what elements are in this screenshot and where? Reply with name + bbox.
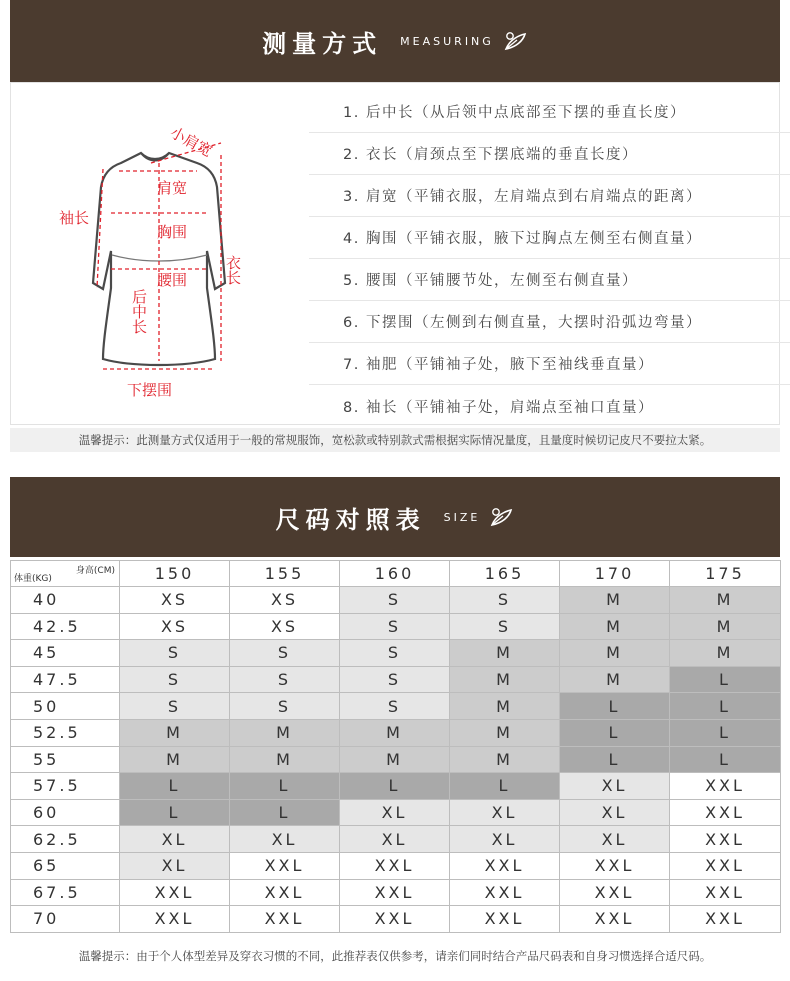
- list-item: 1. 后中长（从后领中点底部至下摆的垂直长度）: [309, 91, 790, 133]
- size-cell: M: [560, 613, 670, 640]
- measuring-panel: [10, 82, 780, 425]
- garment-diagram: [11, 83, 297, 426]
- size-note: 温馨提示：由于个人体型差异及穿衣习惯的不同，此推荐表仅供参考，请亲们同时结合产品尺码表和自身习惯选择合适尺码。: [78, 949, 712, 963]
- size-cell: L: [120, 799, 230, 826]
- height-header: 165: [450, 561, 560, 587]
- size-cell: S: [120, 666, 230, 693]
- size-cell: XL: [230, 826, 340, 853]
- size-cell: L: [450, 773, 560, 800]
- size-cell: S: [230, 693, 340, 720]
- size-cell: M: [560, 587, 670, 614]
- label-sleeve: 袖长: [59, 209, 90, 227]
- label-chest: 胸围: [157, 223, 188, 241]
- size-cell: M: [450, 666, 560, 693]
- weight-cell: 62.5: [11, 826, 120, 853]
- size-cell: XXL: [670, 906, 781, 933]
- list-item: 5. 腰围（平铺腰节处，左侧至右侧直量）: [309, 259, 790, 301]
- table-row: [11, 613, 781, 640]
- size-banner: [10, 477, 780, 557]
- size-cell: XXL: [230, 906, 340, 933]
- size-cell: XXL: [120, 879, 230, 906]
- table-row: [11, 587, 781, 614]
- size-cell: L: [120, 773, 230, 800]
- weight-cell: 70: [11, 906, 120, 933]
- size-cell: L: [670, 666, 781, 693]
- weight-cell: 50: [11, 693, 120, 720]
- height-header: 155: [230, 561, 340, 587]
- table-row: [11, 799, 781, 826]
- table-row: [11, 852, 781, 879]
- weight-cell: 57.5: [11, 773, 120, 800]
- list-item: 4. 胸围（平铺衣服，腋下过胸点左侧至右侧直量）: [309, 217, 790, 259]
- size-cell: XXL: [230, 852, 340, 879]
- measuring-subtitle: MEASURING: [400, 34, 494, 48]
- size-table: [10, 560, 781, 933]
- table-row: [11, 640, 781, 667]
- size-cell: M: [230, 719, 340, 746]
- list-item: 8. 袖长（平铺袖子处，肩端点至袖口直量）: [343, 399, 654, 416]
- size-subtitle: SIZE: [443, 510, 481, 524]
- size-cell: L: [560, 693, 670, 720]
- size-cell: XXL: [670, 799, 781, 826]
- label-small-shoulder: 小肩宽: [167, 123, 216, 161]
- size-cell: XXL: [670, 879, 781, 906]
- size-cell: XL: [340, 799, 450, 826]
- size-cell: XXL: [670, 773, 781, 800]
- height-header: 150: [120, 561, 230, 587]
- label-length: 衣长: [224, 255, 242, 285]
- size-cell: M: [670, 587, 781, 614]
- table-row: [11, 773, 781, 800]
- table-row: [11, 906, 781, 933]
- table-corner: [11, 561, 120, 587]
- size-cell: XXL: [560, 879, 670, 906]
- size-cell: M: [340, 746, 450, 773]
- leaf-icon: [502, 29, 528, 53]
- table-row: [11, 826, 781, 853]
- size-cell: L: [230, 799, 340, 826]
- size-cell: L: [340, 773, 450, 800]
- label-back-length: 后中长: [130, 289, 148, 334]
- size-cell: XXL: [450, 879, 560, 906]
- size-cell: M: [230, 746, 340, 773]
- size-cell: XL: [120, 826, 230, 853]
- measuring-title: 测量方式: [262, 28, 383, 58]
- measuring-banner: [10, 0, 780, 82]
- size-cell: L: [230, 773, 340, 800]
- size-cell: L: [670, 693, 781, 720]
- size-title: 尺码对照表: [275, 504, 426, 534]
- measuring-list: [309, 91, 790, 427]
- size-cell: S: [340, 666, 450, 693]
- size-cell: M: [670, 640, 781, 667]
- leaf-icon: [488, 505, 514, 529]
- size-cell: XL: [560, 773, 670, 800]
- size-cell: S: [450, 613, 560, 640]
- height-header: 160: [340, 561, 450, 587]
- size-cell: S: [230, 640, 340, 667]
- size-cell: M: [450, 693, 560, 720]
- size-cell: XS: [230, 613, 340, 640]
- size-cell: L: [560, 746, 670, 773]
- size-cell: XS: [120, 587, 230, 614]
- list-item: 2. 衣长（肩颈点至下摆底端的垂直长度）: [309, 133, 790, 175]
- list-item: 6. 下摆围（左侧到右侧直量，大摆时沿弧边弯量）: [309, 301, 790, 343]
- size-cell: XXL: [120, 906, 230, 933]
- weight-cell: 42.5: [11, 613, 120, 640]
- corner-weight-label: 体重(KG): [14, 574, 52, 584]
- size-cell: XXL: [340, 906, 450, 933]
- size-cell: S: [340, 640, 450, 667]
- size-cell: M: [450, 640, 560, 667]
- table-row: [11, 719, 781, 746]
- size-cell: XXL: [560, 906, 670, 933]
- size-cell: XL: [560, 799, 670, 826]
- height-header: 175: [670, 561, 781, 587]
- weight-cell: 65: [11, 852, 120, 879]
- weight-cell: 60: [11, 799, 120, 826]
- size-cell: XL: [450, 826, 560, 853]
- size-cell: XXL: [450, 852, 560, 879]
- size-table-body: [11, 587, 781, 933]
- size-cell: L: [670, 719, 781, 746]
- size-cell: XS: [230, 587, 340, 614]
- table-row: [11, 693, 781, 720]
- weight-cell: 67.5: [11, 879, 120, 906]
- label-waist: 腰围: [157, 271, 188, 289]
- size-cell: XXL: [670, 852, 781, 879]
- measuring-note: 温馨提示：此测量方式仅适用于一般的常规服饰，宽松款或特别款式需根据实际情况量度，且量度时候切记皮尺不要拉太紧。: [10, 428, 780, 452]
- size-cell: S: [340, 693, 450, 720]
- size-cell: XXL: [340, 852, 450, 879]
- size-cell: XL: [340, 826, 450, 853]
- size-cell: S: [450, 587, 560, 614]
- size-cell: M: [120, 746, 230, 773]
- table-row: [11, 666, 781, 693]
- size-cell: M: [670, 613, 781, 640]
- table-header-row: [11, 561, 781, 587]
- size-cell: XXL: [670, 826, 781, 853]
- size-cell: L: [670, 746, 781, 773]
- size-cell: XS: [120, 613, 230, 640]
- size-cell: XL: [120, 852, 230, 879]
- size-cell: M: [120, 719, 230, 746]
- height-header: 170: [560, 561, 670, 587]
- list-item: 3. 肩宽（平铺衣服，左肩端点到右肩端点的距离）: [309, 175, 790, 217]
- size-cell: M: [560, 666, 670, 693]
- size-cell: XXL: [560, 852, 670, 879]
- size-cell: S: [230, 666, 340, 693]
- weight-cell: 45: [11, 640, 120, 667]
- size-cell: XXL: [230, 879, 340, 906]
- weight-cell: 47.5: [11, 666, 120, 693]
- weight-cell: 52.5: [11, 719, 120, 746]
- size-cell: S: [120, 693, 230, 720]
- size-cell: XXL: [340, 879, 450, 906]
- size-cell: XL: [450, 799, 560, 826]
- weight-cell: 55: [11, 746, 120, 773]
- size-cell: L: [560, 719, 670, 746]
- size-cell: M: [340, 719, 450, 746]
- label-shoulder: 肩宽: [157, 179, 188, 197]
- list-item: 7. 袖肥（平铺袖子处，腋下至袖线垂直量）: [309, 343, 790, 385]
- size-cell: S: [340, 613, 450, 640]
- size-cell: M: [450, 746, 560, 773]
- size-cell: M: [560, 640, 670, 667]
- size-cell: S: [120, 640, 230, 667]
- table-row: [11, 746, 781, 773]
- size-cell: XL: [560, 826, 670, 853]
- corner-height-label: 身高(CM): [75, 566, 115, 576]
- table-row: [11, 879, 781, 906]
- size-cell: XXL: [450, 906, 560, 933]
- size-cell: S: [340, 587, 450, 614]
- label-hem: 下摆围: [127, 381, 173, 399]
- weight-cell: 40: [11, 587, 120, 614]
- size-cell: M: [450, 719, 560, 746]
